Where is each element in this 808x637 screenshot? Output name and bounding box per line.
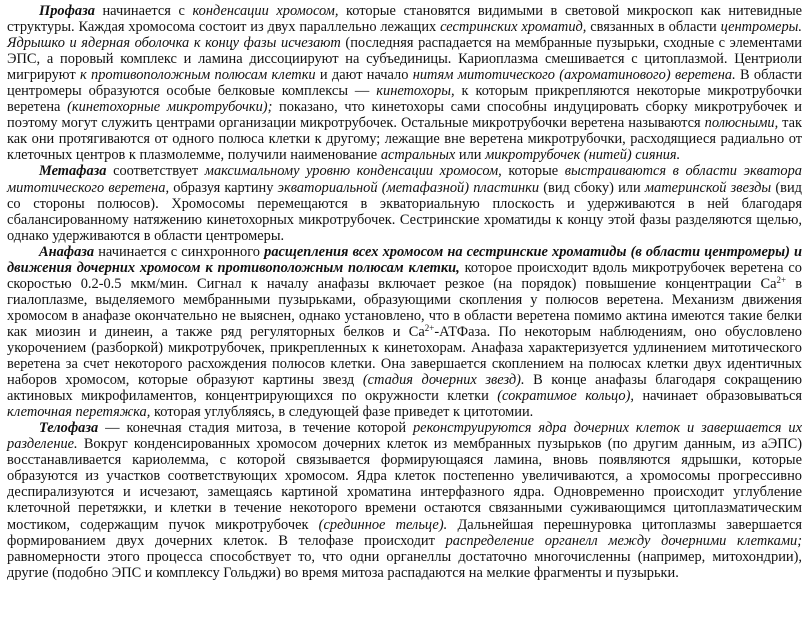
emphasized-term: выстраиваются в области экватора митотического веретена, [7,163,802,196]
body-text: образуя картину [169,179,278,196]
body-text: (последняя распадается на мембранные пузырьки, сходные с элементами ЭПС, а поровый комплекс и ламина диссоциируют на субъединицы. Кариоплазма смешивается с цитоплазмой. Центриоли мигрируют [7,35,802,84]
body-text: или [455,147,486,164]
emphasized-bold-term: расщепления всех хромосом на сестринские хроматиды (в области центромеры) и движения дочерних хромосом к противоположным полюсам клетки, [7,243,803,276]
paragraph-metaphase [7,163,802,243]
paragraph-prophase [7,3,802,163]
emphasized-term: (стадия дочерних звезд). [362,372,525,389]
phase-title-anaphase: Анафаза [39,243,95,260]
body-text: равномерности этого процесса способствует то, что одни органеллы достаточно многочисленны (например, митохондрии), другие (подобно ЭПС и комплексу Гольджи) во время митоза распадаются на мелкие фрагменты и пузырьки. [7,548,802,581]
emphasized-term: материнской звезды [644,179,772,196]
emphasized-term: к противоположным полюсам клетки [79,67,316,84]
emphasized-term: центромеры. Ядрышко и ядерная оболочка к концу фазы исчезают [7,19,802,52]
body-text: связанных в области [586,19,721,36]
body-text: начинает образовываться [634,388,803,405]
body-text: и дают начало [315,67,413,84]
body-text: начинается с [94,3,193,19]
body-text: Дальнейшая перешнуровка цитоплазмы завершается формированием двух дочерних клеток. В телофазе происходит [7,516,802,549]
body-text: в гиалоплазме, выделяемого мембранными пузырьками, образующими скопления у полюсов веретена. Механизм движения хромосом в анафазе окончательно не выяснен, однако установлено, что в области веретена помимо актина имеются такие белки как миозин и динеин, а также ряд регуляторных белков и Ca [7,275,802,340]
body-text: показано, что кинетохоры сами способны индуцировать сборку микротрубочек и поэтому могут служить центрами организации микротрубочек. Остальные микротрубочки веретена называются [7,99,803,132]
paragraph-telophase [7,420,802,580]
body-text: которые [501,163,565,180]
emphasized-term: астральных [380,147,456,164]
emphasized-term: распределение органелл между дочерними клетками; [445,532,803,549]
body-text: (вид сбоку) или [539,179,645,196]
body-text: которое происходит вдоль микротрубочек веретена со скоростью 0.2-0.5 мкм/мин. Сигнал к началу анафазы включает резкое (на порядок) повышение концентрации Ca [7,259,802,292]
emphasized-term: экваториальной (метафазной) пластинки [277,179,540,196]
body-text: соответствует [106,163,205,180]
body-text: которая углубляясь, в следующей фазе приведет к цитотомии. [150,404,534,421]
emphasized-term: клеточная перетяжка, [7,404,151,421]
body-text: начинается с синхронного [94,243,265,260]
emphasized-term: полюсными, [704,115,779,132]
body-text: В конце анафазы благодаря сокращению актиновых микрофиламентов, концентрирующихся по окружности клетки [7,372,802,405]
body-text: — конечная стадия митоза, в течение которой [98,420,413,437]
ion-charge-superscript: 2+ [776,274,787,285]
body-text: В области центромеры образуются особые белковые комплексы — [7,67,803,100]
emphasized-term: кинетохоры, [376,83,455,100]
emphasized-term: максимальному уровню конденсации хромосом, [204,163,502,180]
body-text: -АТФаза. По некоторым наблюдениям, оно обусловлено укорочением (разборкой) микротрубочек, прикрепленных к кинетохорам. Анафаза характеризуется удлинением митотического веретена за счет некоторого расхождения полюсов клетки. Она завершается скоплением на полюсах клетки двух идентичных наборов хромосом, которые образуют картины звезд [7,323,802,389]
emphasized-term: сестринских хроматид, [440,19,587,36]
emphasized-term: микротрубочек (нитей) сияния. [485,147,681,164]
body-text: к которым прикрепляются некоторые микротрубочки веретена [7,83,802,116]
emphasized-term: (сократимое кольцо), [497,388,635,405]
body-text: Вокруг конденсированных хромосом дочерних клеток из мембранных пузырьков (по другим данным, из аЭПС) восстанавливается кариолемма, с которой связывается формирующаяся ламина, вновь появляются ядрышки, которые образуются из участков соответствующих хромосом. Ядра клеток постепенно увеличиваются, а хромосомы прогрессивно деспирализуются и исчезают, замещаясь картиной хроматина интерфазного ядра. Одновременно происходит углубление клеточной перетяжки, и клетки в течение некоторого времени остаются связанными суживающимся цитоплазматическим мостиком, содержащим пучок микротрубочек [7,436,802,533]
ion-charge-superscript: 2+ [424,322,435,333]
emphasized-term: нитям митотического (ахроматинового) веретена. [412,67,736,84]
phase-title-prophase: Профаза [39,3,95,19]
phase-title-telophase: Телофаза [39,420,99,437]
body-text: так как они протягиваются от одного полюса клетки к другому; лежащие вне веретена микротрубочки, расходящиеся радиально от клеточных центров к плазмолемме, получили наименование [7,115,803,164]
emphasized-term: (срединное тельце). [318,516,448,533]
emphasized-term: (кинетохорные микротрубочки); [67,99,273,116]
body-text: которые становятся видимыми в световой микроскоп как нитевидные структуры. Каждая хромосома состоит из двух параллельно лежащих [7,3,803,36]
phase-title-metaphase: Метафаза [39,163,107,180]
emphasized-term: реконструируются ядра дочерних клеток и завершается их разделение. [7,420,802,453]
body-text: (вид со стороны полюсов). Хромосомы перемещаются в экваториальную плоскость и удерживаются в ней благодаря сбалансированному натяжению кинетохорных микротрубочек. Сестринские хроматиды к концу этой фазы разделяются щелью, однако удерживаются в области центромеры. [7,179,802,244]
emphasized-term: конденсации хромосом, [192,3,339,19]
paragraph-anaphase [7,244,802,421]
